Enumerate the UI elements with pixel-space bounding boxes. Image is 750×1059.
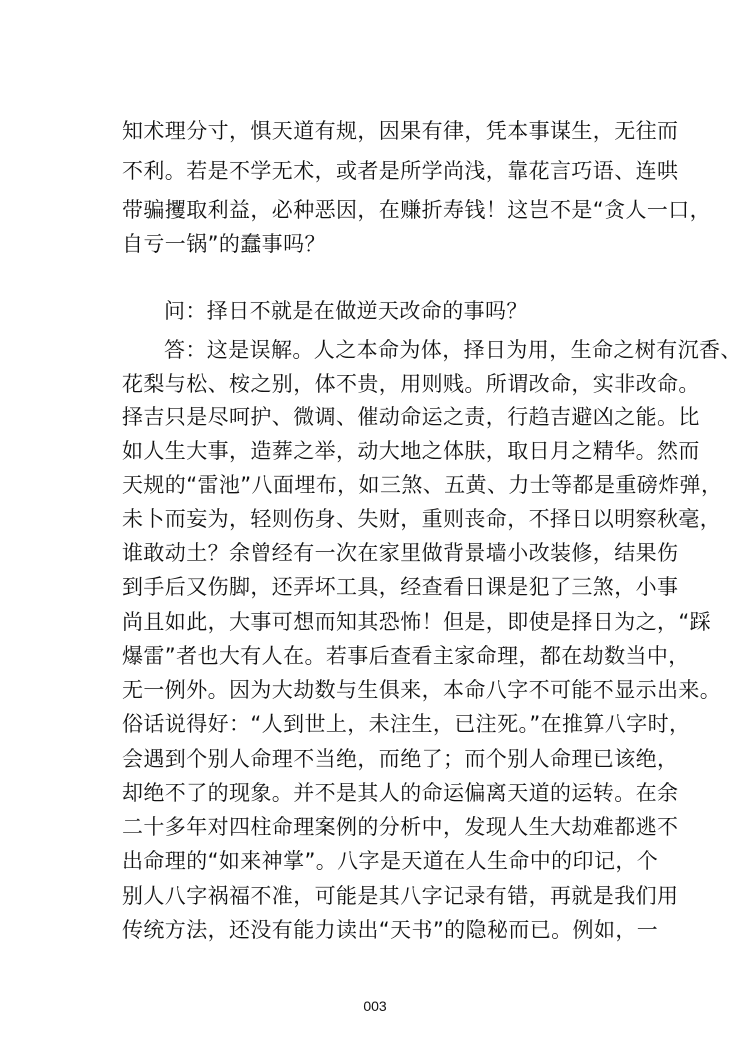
text-line: 谁敢动土？余曾经有一次在家里做背景墙小改装修，结果伤 xyxy=(122,541,679,565)
text-line: 未卜而妄为，轻则伤身、失财，重则丧命，不择日以明察秋毫， xyxy=(122,507,722,531)
text-line: 无一例外。因为大劫数与生俱来，本命八字不可能不显示出来。 xyxy=(122,678,722,702)
question-line: 问：择日不就是在做逆天改命的事吗？ xyxy=(164,299,528,323)
text-line: 别人八字祸福不准，可能是其八字记录有错，再就是我们用 xyxy=(122,884,679,908)
text-line: 传统方法，还没有能力读出“天书”的隐秘而已。例如，一 xyxy=(122,918,659,942)
text-line: 自亏一锅”的蠢事吗？ xyxy=(122,232,326,256)
text-line: 二十多年对四柱命理案例的分析中，发现人生大劫难都逃不 xyxy=(122,815,679,839)
text-line: 却绝不了的现象。并不是其人的命运偏离天道的运转。在余 xyxy=(122,781,679,805)
text-line: 不利。若是不学无术，或者是所学尚浅，靠花言巧语、连哄 xyxy=(122,159,679,183)
text-line: 爆雷”者也大有人在。若事后查看主家命理，都在劫数当中， xyxy=(122,644,690,668)
text-line: 带骗攫取利益，必种恶因，在赚折寿钱！这岂不是“贪人一口， xyxy=(122,198,712,222)
page-number: 003 xyxy=(363,998,387,1014)
text-line: 到手后又伤脚，还弄坏工具，经查看日课是犯了三煞，小事 xyxy=(122,575,679,599)
text-line: 尚且如此，大事可想而知其恐怖！但是，即使是择日为之，“踩 xyxy=(122,610,712,634)
text-line: 如人生大事，造葬之举，动大地之体肤，取日月之精华。然而 xyxy=(122,439,700,463)
text-line: 天规的“雷池”八面埋布，如三煞、五黄、力士等都是重磅炸弹， xyxy=(122,473,723,497)
text-line: 会遇到个别人命理不当绝，而绝了；而个别人命理已该绝， xyxy=(122,747,679,771)
text-line: 出命理的“如来神掌”。八字是天道在人生命中的印记，个 xyxy=(122,849,659,873)
text-line: 花梨与松、桉之别，体不贵，用则贱。所谓改命，实非改命。 xyxy=(122,372,700,396)
text-line: 知术理分寸，惧天道有规，因果有律，凭本事谋生，无往而 xyxy=(122,119,679,143)
text-line: 择吉只是尽呵护、微调、催动命运之责，行趋吉避凶之能。比 xyxy=(122,405,700,429)
answer-line: 答：这是误解。人之本命为体，择日为用，生命之树有沉香、 xyxy=(164,338,742,362)
text-line: 俗话说得好：“人到世上，未注生，已注死。”在推算八字时， xyxy=(122,712,691,736)
